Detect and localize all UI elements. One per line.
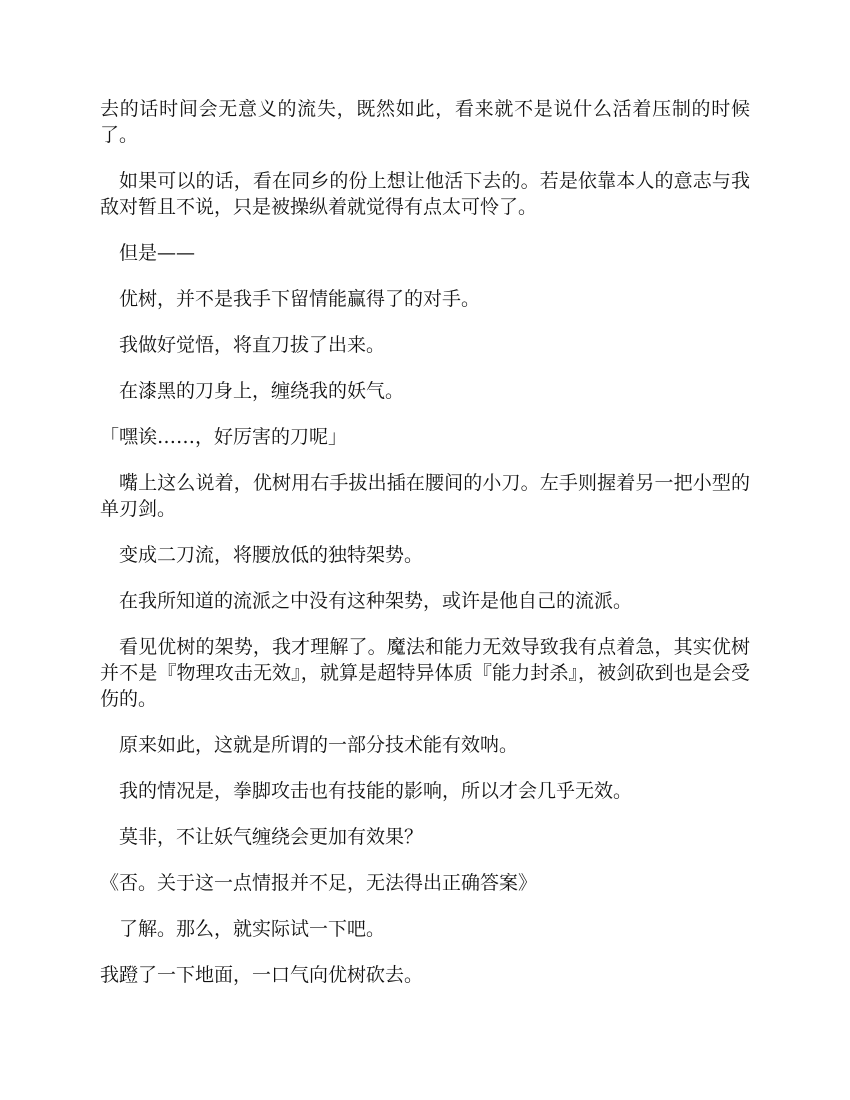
paragraph-3: 但是—— [119, 242, 196, 264]
paragraph-17: 我蹬了一下地面，一口气向优树砍去。 [100, 964, 424, 986]
document-page [100, 96, 750, 1008]
paragraph-11: 看见优树的架势，我才理解了。魔法和能力无效导致我有点着急，其实优树并不是『物理攻击无效』，就算是超特异体质『能力封杀』，被剑砍到也是会受伤的。 [100, 636, 750, 710]
paragraph-13: 我的情况是，拳脚攻击也有技能的影响，所以才会几乎无效。 [119, 780, 633, 802]
paragraph-4: 优树，并不是我手下留情能赢得了的对手。 [119, 288, 481, 310]
paragraph-2: 如果可以的话，看在同乡的份上想让他活下去的。若是依靠本人的意志与我敌对暂且不说，只是被操纵着就觉得有点太可怜了。 [100, 170, 750, 218]
paragraph-1: 去的话时间会无意义的流失，既然如此，看来就不是说什么活着压制的时候了。 [100, 98, 750, 146]
paragraph-10: 在我所知道的流派之中没有这种架势，或许是他自己的流派。 [119, 590, 633, 612]
paragraph-14: 莫非，不让妖气缠绕会更加有效果？ [119, 826, 424, 848]
paragraph-6: 在漆黑的刀身上，缠绕我的妖气。 [119, 380, 405, 402]
paragraph-15: 《否。关于这一点情报并不足，无法得出正确答案》 [100, 872, 538, 894]
paragraph-16: 了解。那么，就实际试一下吧。 [119, 918, 386, 940]
paragraph-12: 原来如此，这就是所谓的一部分技术能有效呐。 [119, 734, 519, 756]
paragraph-9: 变成二刀流，将腰放低的独特架势。 [119, 544, 424, 566]
paragraph-7: 「嘿诶……，好厉害的刀呢」 [100, 426, 348, 448]
paragraph-8: 嘴上这么说着，优树用右手拔出插在腰间的小刀。左手则握着另一把小型的单刃剑。 [100, 472, 750, 520]
paragraph-5: 我做好觉悟，将直刀拔了出来。 [119, 334, 386, 356]
